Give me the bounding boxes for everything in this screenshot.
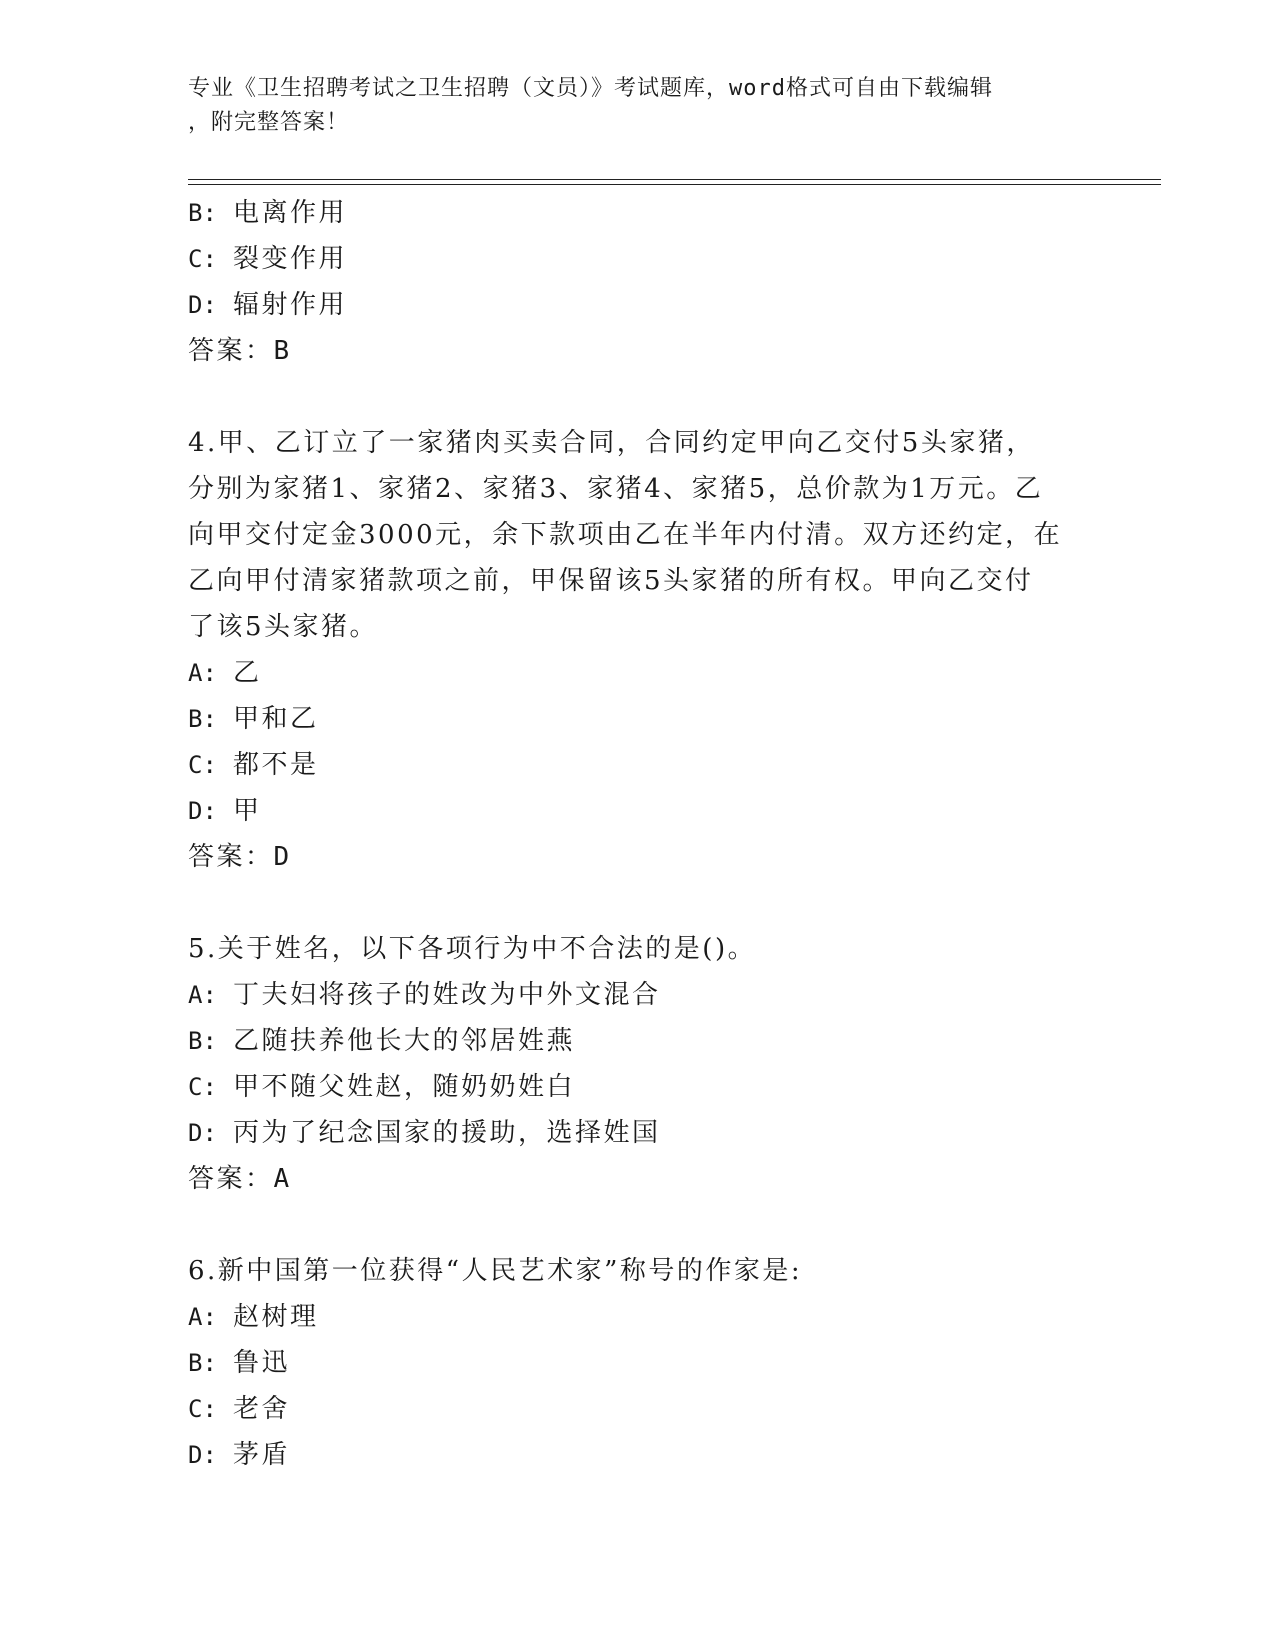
option-a: [188, 972, 1088, 1018]
option-text: 都不是: [233, 750, 319, 780]
option-label: C:: [188, 751, 217, 779]
option-b: [188, 1340, 1088, 1386]
question-text-line: 向甲交付定金3000元，余下款项由乙在半年内付清。双方还约定，在: [188, 520, 1063, 550]
answer-value: D: [273, 842, 292, 872]
question-text-line: 5.关于姓名，以下各项行为中不合法的是()。: [188, 934, 757, 964]
option-d: [188, 788, 1088, 834]
option-c: [188, 742, 1088, 788]
option-text: 乙随扶养他长大的邻居姓燕: [233, 1026, 576, 1056]
question-6-block: [188, 1248, 1088, 1478]
header-divider-top: [188, 179, 1161, 180]
option-b: [188, 696, 1088, 742]
question-4-block: [188, 420, 1088, 880]
answer-line: [188, 1156, 1088, 1202]
option-text: 茅盾: [233, 1440, 291, 1470]
header-line-1: 专业《卫生招聘考试之卫生招聘（文员）》考试题库，word格式可自由下载编辑: [188, 76, 993, 101]
option-label: A:: [188, 1303, 217, 1331]
option-label: B:: [188, 705, 217, 733]
option-text: 赵树理: [233, 1302, 319, 1332]
question-text-line: 了该5头家猪。: [188, 612, 379, 642]
option-a: [188, 650, 1088, 696]
option-text: 裂变作用: [233, 244, 348, 274]
option-label: A:: [188, 659, 217, 687]
question-5-block: [188, 926, 1088, 1202]
header-divider-bottom: [188, 184, 1161, 185]
option-c: [188, 1386, 1088, 1432]
answer-label: 答案：: [188, 1164, 274, 1194]
option-text: 辐射作用: [233, 290, 348, 320]
option-label: B:: [188, 1349, 217, 1377]
option-label: B:: [188, 1027, 217, 1055]
option-text: 乙: [233, 658, 262, 688]
header-line-2: ，附完整答案！: [188, 110, 350, 135]
option-text: 甲不随父姓赵，随奶奶姓白: [233, 1072, 576, 1102]
question-text-line: 6.新中国第一位获得“人民艺术家”称号的作家是:: [188, 1256, 803, 1286]
option-label: D:: [188, 1119, 217, 1147]
answer-value: A: [273, 1164, 292, 1194]
option-label: D:: [188, 797, 217, 825]
option-text: 甲: [233, 796, 262, 826]
option-d: [188, 282, 1088, 328]
question-text-line: 乙向甲付清家猪款项之前，甲保留该5头家猪的所有权。甲向乙交付: [188, 566, 1034, 596]
option-b: [188, 190, 1088, 236]
question-content: [188, 190, 1088, 1478]
option-text: 鲁迅: [233, 1348, 291, 1378]
option-text: 甲和乙: [233, 704, 319, 734]
document-header: [188, 72, 1088, 140]
option-label: D:: [188, 1441, 217, 1469]
option-a: [188, 1294, 1088, 1340]
answer-line: [188, 328, 1088, 374]
question-text-line: 4.甲、乙订立了一家猪肉买卖合同，合同约定甲向乙交付5头家猪，: [188, 428, 1035, 458]
answer-line: [188, 834, 1088, 880]
option-c: [188, 1064, 1088, 1110]
option-b: [188, 1018, 1088, 1064]
answer-label: 答案：: [188, 842, 274, 872]
option-text: 丁夫妇将孩子的姓改为中外文混合: [233, 980, 661, 1010]
option-label: A:: [188, 981, 217, 1009]
question-3-block: [188, 190, 1088, 374]
option-label: C:: [188, 1395, 217, 1423]
option-label: D:: [188, 291, 217, 319]
option-text: 电离作用: [233, 198, 348, 228]
option-text: 老舍: [233, 1394, 291, 1424]
option-label: C:: [188, 1073, 217, 1101]
answer-label: 答案：: [188, 336, 274, 366]
option-text: 丙为了纪念国家的援助，选择姓国: [233, 1118, 661, 1148]
question-text-line: 分别为家猪1、家猪2、家猪3、家猪4、家猪5，总价款为1万元。乙: [188, 474, 1044, 504]
option-label: C:: [188, 245, 217, 273]
option-d: [188, 1110, 1088, 1156]
answer-value: B: [273, 336, 292, 366]
option-d: [188, 1432, 1088, 1478]
option-label: B:: [188, 199, 217, 227]
option-c: [188, 236, 1088, 282]
